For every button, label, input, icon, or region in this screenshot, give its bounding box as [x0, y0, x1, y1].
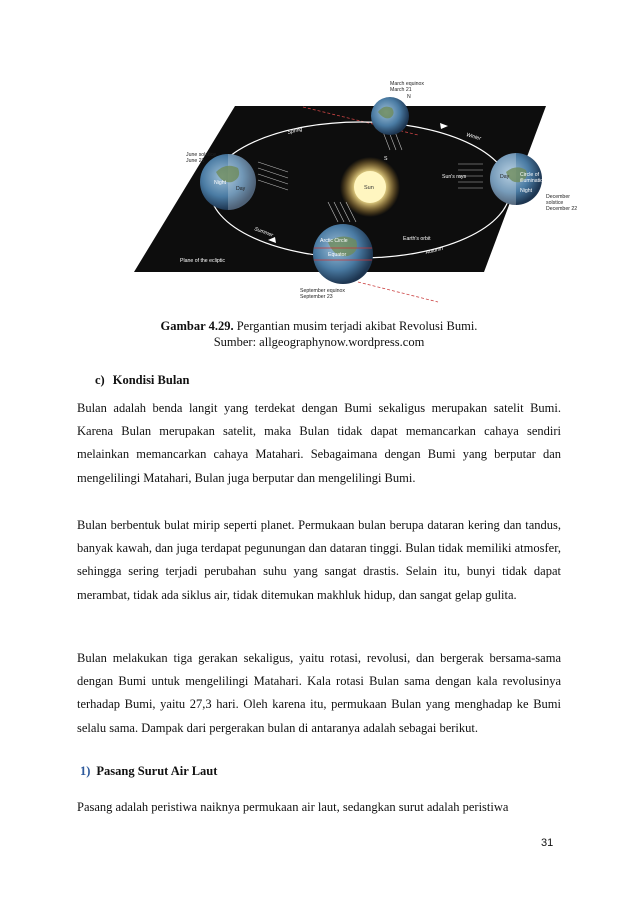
label-winter: Winter — [465, 132, 482, 143]
label-circle-illumination: Circle of — [520, 172, 540, 178]
figure-caption-label: Gambar 4.29. — [160, 319, 234, 333]
section-c-number: c) — [95, 373, 105, 387]
label-june-solstice: June solstice — [186, 152, 216, 158]
label-march-date: March 21 — [390, 87, 412, 93]
sun-label: Sun — [364, 185, 374, 191]
label-day-right: Day — [500, 174, 510, 180]
label-march-equinox: March equinox — [390, 81, 425, 87]
paragraph-2: Bulan berbentuk bulat mirip seperti planet. Permukaan bulan berupa dataran kering dan tandus, banyak kawah, dan juga terdapat pegunungan dan dataran tinggi. Bulan tidak memiliki atmosfer, sehingga sering terjadi perubahan suhu yang sangat drastis. Selain itu, bunyi tidak dapat merambat, tidak ada siklus air, tidak ditemukan makhluk hidup, dan sangat gelap gulita. — [77, 518, 561, 602]
label-night-left: Night — [214, 180, 227, 186]
label-equator: Equator — [328, 252, 347, 258]
section-1-title: Pasang Surut Air Laut — [96, 764, 218, 778]
label-night-right: Night — [520, 188, 533, 194]
section-c-title: Kondisi Bulan — [112, 373, 190, 387]
label-earths-orbit: Earth's orbit — [403, 236, 431, 242]
label-december-date: December 22 — [546, 206, 578, 212]
axis-line-bottom — [358, 282, 438, 302]
label-december-solstice-2: solstice — [546, 200, 564, 206]
label-suns-rays: Sun's rays — [442, 174, 467, 180]
seasons-figure — [128, 72, 592, 312]
label-arctic-circle: Arctic Circle — [320, 238, 348, 244]
paragraph-3: Bulan melakukan tiga gerakan sekaligus, yaitu rotasi, revolusi, dan bergerak bersama-sama dengan Bumi untuk mengelilingi Matahari. Kala rotasi Bulan sama dengan kala revolusinya terhadap Bumi, yaitu 27,3 hari. Oleh karena itu, permukaan Bulan yang menghadap ke Bumi selalu sama. Dampak dari pergerakan bulan di antaranya adalah sebagai berikut. — [77, 651, 561, 735]
label-plane-ecliptic: Plane of the ecliptic — [180, 258, 225, 264]
paragraph-4: Pasang adalah peristiwa naiknya permukaan air laut, sedangkan surut adalah peristiwa — [77, 800, 509, 814]
label-december-solstice: December — [546, 194, 570, 200]
label-september-equinox: September equinox — [300, 288, 345, 294]
label-circle-illumination-2: illumination — [520, 178, 546, 184]
label-september-date: September 23 — [300, 294, 333, 300]
label-spring: Spring — [287, 126, 304, 136]
earth-revolution-diagram — [128, 72, 592, 312]
section-1-number: 1) — [80, 764, 91, 778]
label-south: S — [384, 156, 388, 162]
paragraph-1: Bulan adalah benda langit yang terdekat dengan Bumi sekaligus merupakan satelit Bumi. Karena Bulan merupakan satelit, maka Bulan tidak dapat memancarkan cahaya sendiri melainkan memancarkan cahaya Matahari. Sebagaimana dengan Bumi yang berputar dan mengelilingi Matahari, Bulan juga berputar dan mengelilingi Bumi. — [77, 401, 561, 485]
label-day-left: Day — [236, 186, 246, 192]
page-number: 31 — [541, 837, 554, 849]
figure-caption-text: Pergantian musim terjadi akibat Revolusi Bumi. — [236, 319, 478, 333]
label-june-date: June 21 — [186, 158, 205, 164]
section-1-heading — [80, 764, 217, 779]
label-autumn: Autumn — [425, 245, 444, 256]
label-summer: Summer — [253, 226, 274, 239]
section-c-heading — [95, 373, 190, 388]
figure-caption — [0, 319, 638, 334]
label-north: N — [407, 94, 411, 100]
figure-source: Sumber: allgeographynow.wordpress.com — [213, 335, 425, 349]
